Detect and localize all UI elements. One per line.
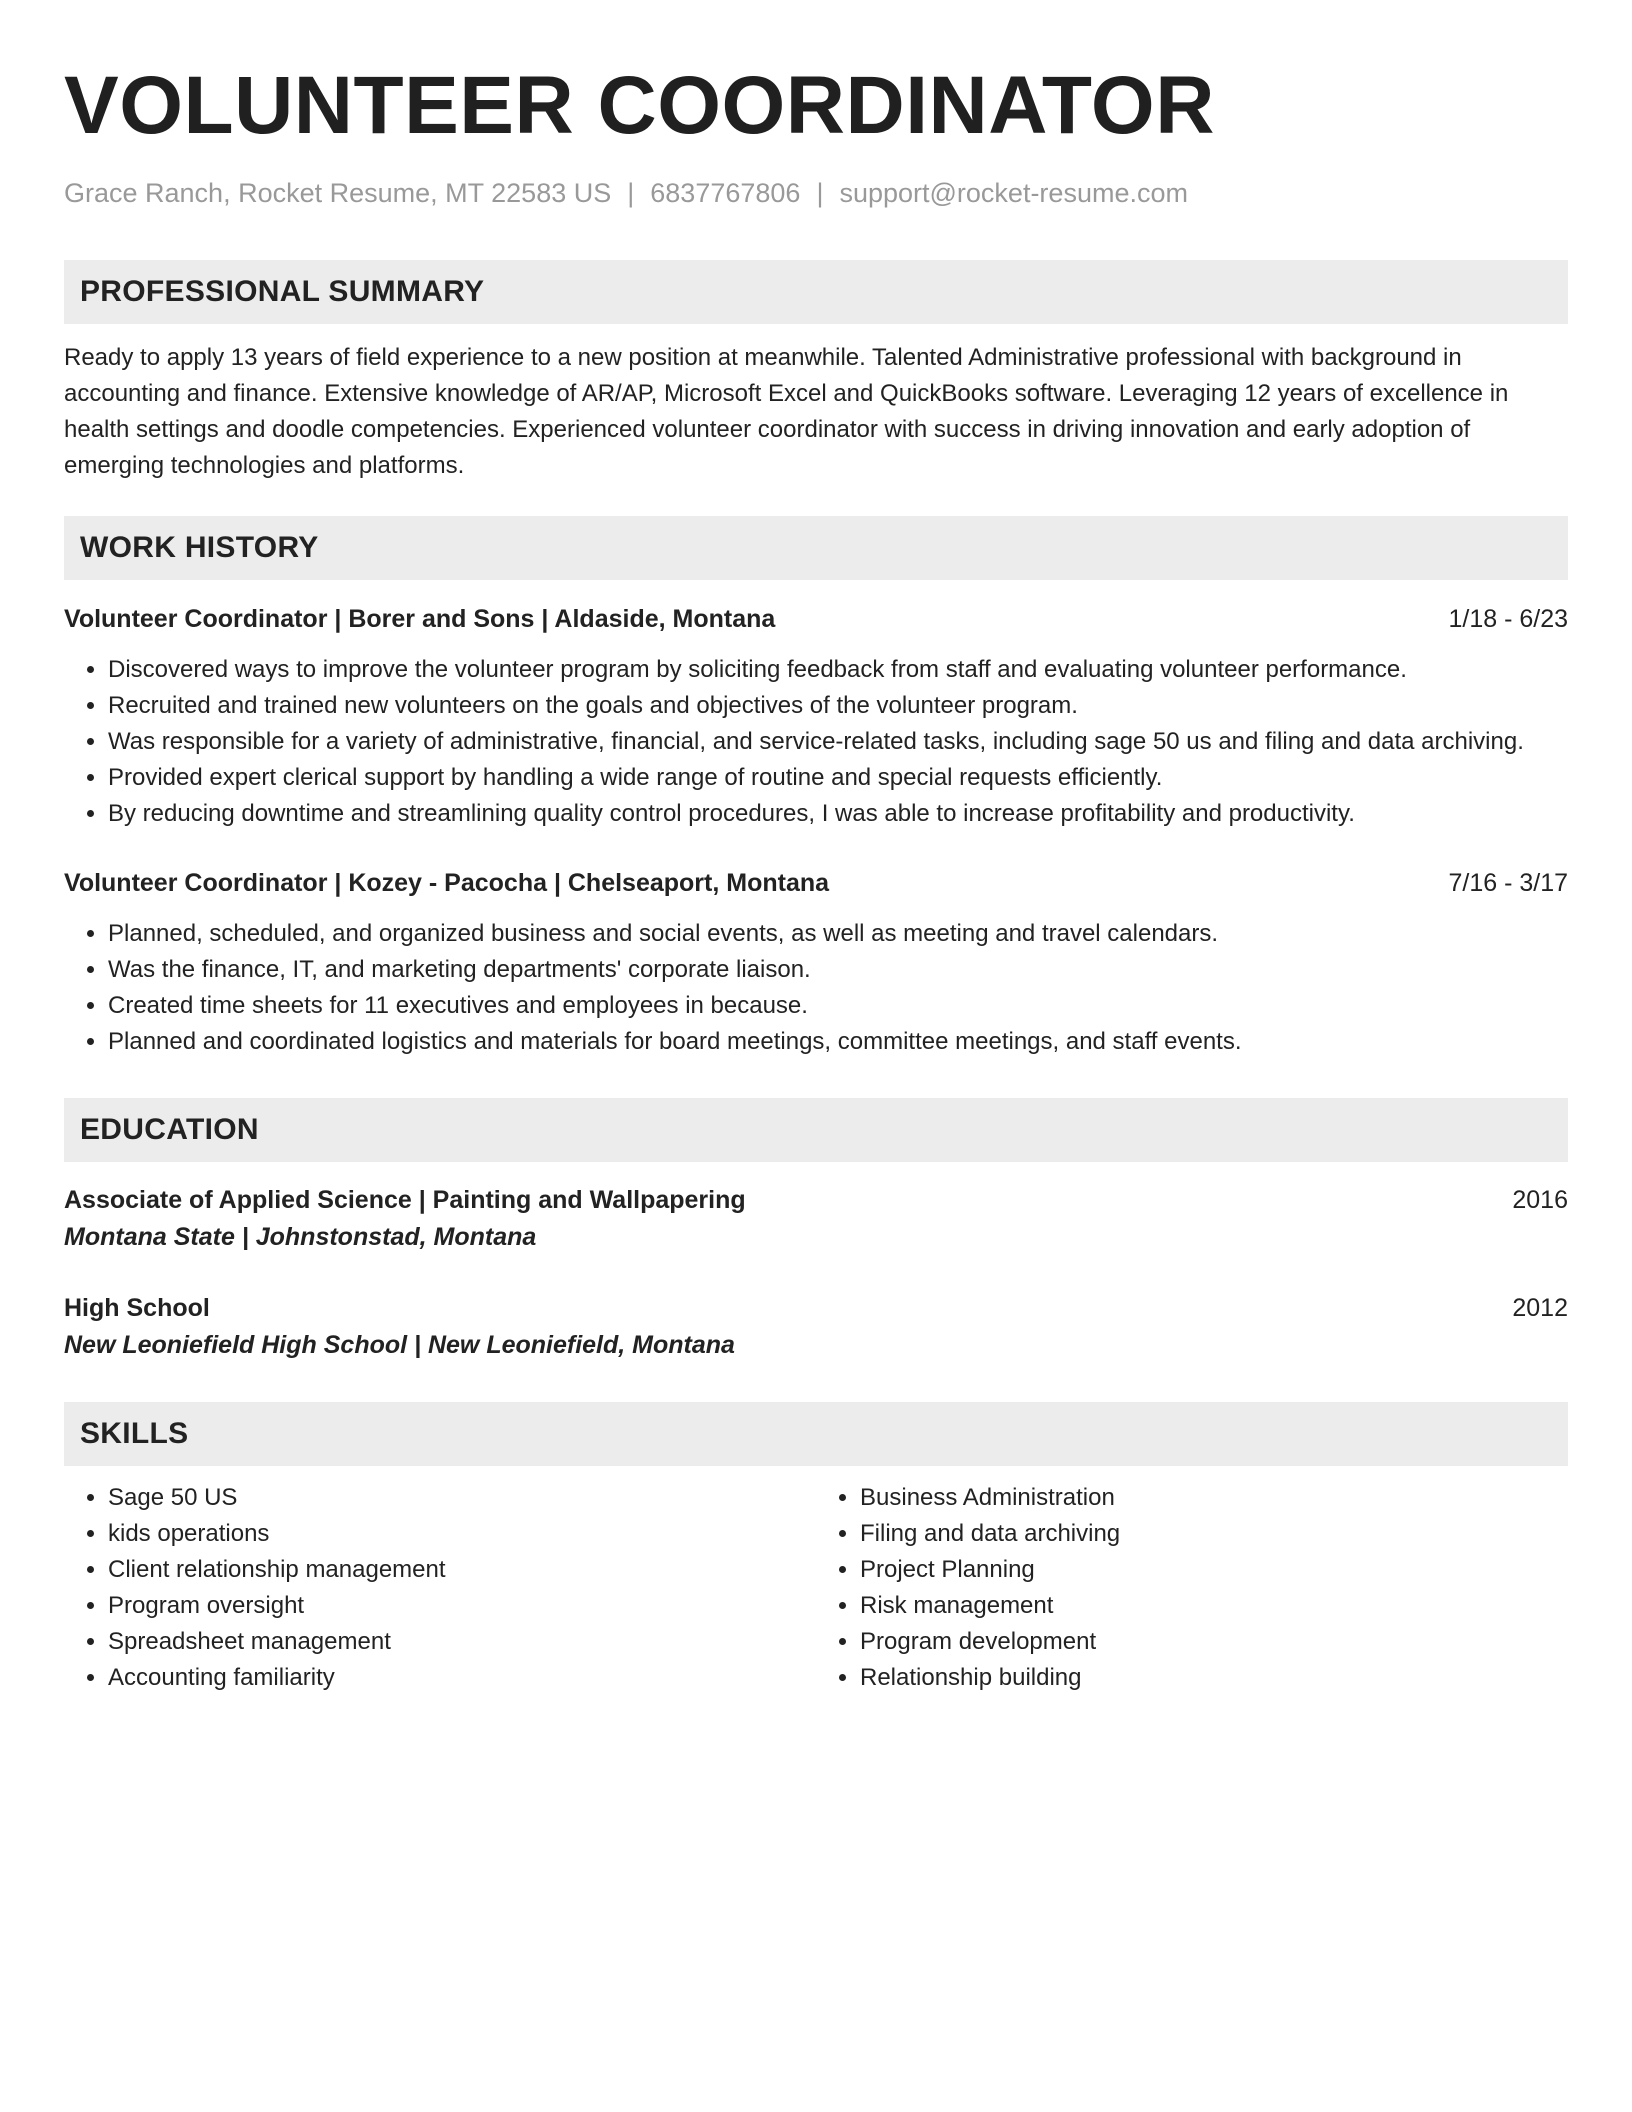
education-heading-line bbox=[64, 1182, 1568, 1218]
job-heading-line bbox=[64, 602, 1568, 636]
education-year: 2012 bbox=[1512, 1294, 1568, 1322]
job-bullet: • Planned, scheduled, and organized business and social events, as well as meeting and travel calendars. bbox=[108, 916, 1568, 952]
skill-item: • Spreadsheet management bbox=[108, 1624, 816, 1660]
job-entry bbox=[64, 602, 1568, 832]
education-degree: Associate of Applied Science | Painting and Wallpapering bbox=[64, 1186, 746, 1214]
job-title: Volunteer Coordinator | Borer and Sons | Aldaside, Montana bbox=[64, 605, 776, 633]
skill-item: • Client relationship management bbox=[108, 1552, 816, 1588]
skill-item: • Program oversight bbox=[108, 1588, 816, 1624]
job-bullet: • Planned and coordinated logistics and materials for board meetings, committee meetings, and staff events. bbox=[108, 1024, 1568, 1060]
skill-item: • Accounting familiarity bbox=[108, 1660, 816, 1696]
skills-columns bbox=[64, 1480, 1568, 1696]
contact-separator: | bbox=[627, 178, 635, 208]
summary-text: Ready to apply 13 years of field experience to a new position at meanwhile. Talented Administrative professional with background in accounting and finance. Extensive knowledge of AR/AP, Microsoft Excel and QuickBooks software. Leveraging 12 years of excellence in health settings and doodle competencies. Experienced volunteer coordinator with success in driving innovation and early adoption of emerging technologies and platforms. bbox=[64, 344, 1509, 479]
education-heading-line bbox=[64, 1290, 1568, 1326]
job-bullet: • Was responsible for a variety of administrative, financial, and service-related tasks, including sage 50 us and filing and data archiving. bbox=[108, 724, 1568, 760]
skill-item: • Sage 50 US bbox=[108, 1480, 816, 1516]
contact-phone: 6837767806 bbox=[650, 178, 801, 208]
contact-separator: | bbox=[816, 178, 824, 208]
job-dates: 1/18 - 6/23 bbox=[1448, 605, 1568, 633]
job-bullet: • Provided expert clerical support by handling a wide range of routine and special requests efficiently. bbox=[108, 760, 1568, 796]
contact-line bbox=[64, 176, 1568, 210]
job-bullet: • Was the finance, IT, and marketing departments' corporate liaison. bbox=[108, 952, 1568, 988]
skill-item: • Relationship building bbox=[860, 1660, 1568, 1696]
job-entry bbox=[64, 866, 1568, 1060]
skills-list-left bbox=[64, 1480, 816, 1696]
job-bullets bbox=[64, 916, 1568, 1060]
contact-address: Grace Ranch, Rocket Resume, MT 22583 US bbox=[64, 178, 612, 208]
education-school: New Leoniefield High School | New Leoniefield, Montana bbox=[64, 1331, 735, 1359]
contact-email: support@rocket-resume.com bbox=[839, 178, 1188, 208]
education-school: Montana State | Johnstonstad, Montana bbox=[64, 1223, 537, 1251]
education-year: 2016 bbox=[1512, 1186, 1568, 1214]
skill-item: • kids operations bbox=[108, 1516, 816, 1552]
skill-item: • Program development bbox=[860, 1624, 1568, 1660]
section-header-skills: SKILLS bbox=[64, 1402, 1568, 1466]
section-header-education: EDUCATION bbox=[64, 1098, 1568, 1162]
job-heading-line bbox=[64, 866, 1568, 900]
section-header-work-history: WORK HISTORY bbox=[64, 516, 1568, 580]
candidate-name: VOLUNTEER COORDINATOR bbox=[64, 60, 1215, 151]
job-bullet: • Recruited and trained new volunteers on the goals and objectives of the volunteer program. bbox=[108, 688, 1568, 724]
skill-item: • Risk management bbox=[860, 1588, 1568, 1624]
job-title: Volunteer Coordinator | Kozey - Pacocha | Chelseaport, Montana bbox=[64, 869, 830, 897]
skill-item: • Business Administration bbox=[860, 1480, 1568, 1516]
education-entry bbox=[64, 1290, 1568, 1364]
education-degree: High School bbox=[64, 1294, 210, 1322]
skill-item: • Filing and data archiving bbox=[860, 1516, 1568, 1552]
job-bullet: • By reducing downtime and streamlining quality control procedures, I was able to increase profitability and productivity. bbox=[108, 796, 1568, 832]
job-dates: 7/16 - 3/17 bbox=[1448, 869, 1568, 897]
education-entry bbox=[64, 1182, 1568, 1256]
job-bullet: • Discovered ways to improve the volunteer program by soliciting feedback from staff and evaluating volunteer performance. bbox=[108, 652, 1568, 688]
job-bullets bbox=[64, 652, 1568, 832]
section-header-summary: PROFESSIONAL SUMMARY bbox=[64, 260, 1568, 324]
job-bullet: • Created time sheets for 11 executives and employees in because. bbox=[108, 988, 1568, 1024]
skills-list-right bbox=[816, 1480, 1568, 1696]
skill-item: • Project Planning bbox=[860, 1552, 1568, 1588]
